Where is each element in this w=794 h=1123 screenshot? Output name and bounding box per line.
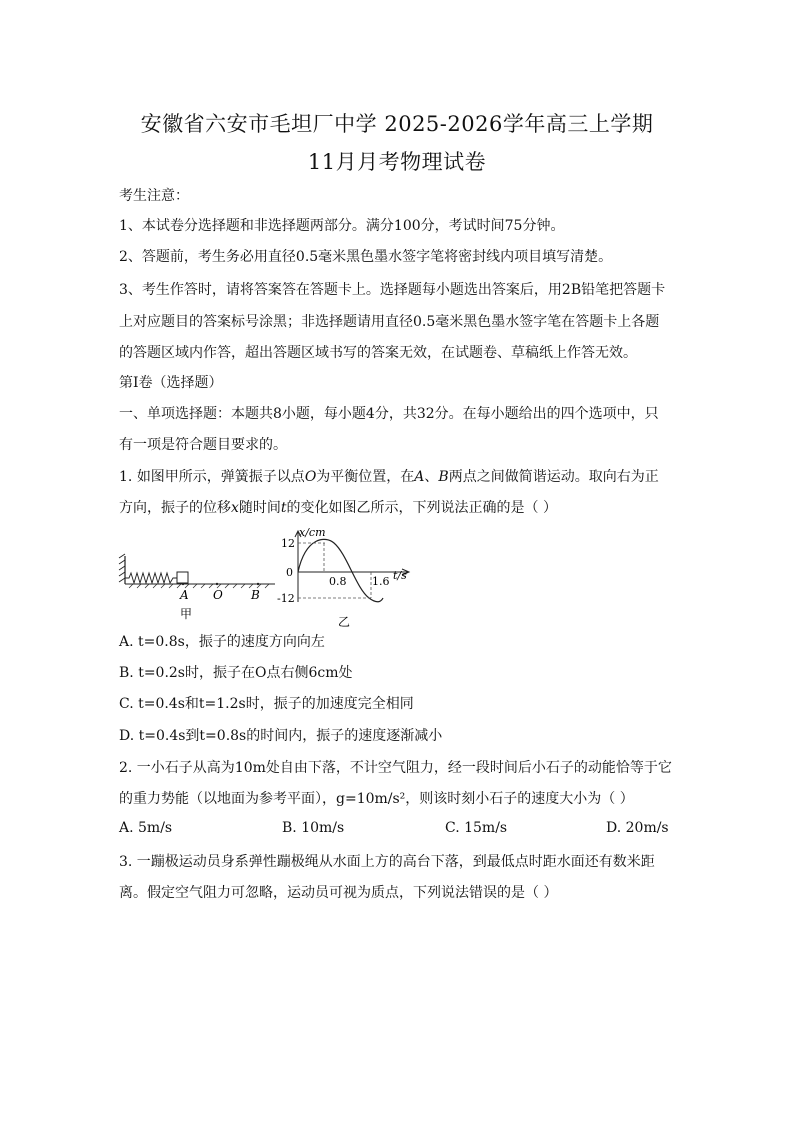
x-axis-label: t/s <box>393 569 407 582</box>
spring <box>125 573 177 583</box>
question-1-stem-line1: 1. 如图甲所示，弹簧振子以点O为平衡位置，在A、B两点之间做简谐运动。取向右为正 <box>119 469 659 485</box>
oscillator-block <box>177 572 188 583</box>
ground-hatching <box>129 584 269 588</box>
question-2-stem-line2: 的重力势能（以地面为参考平面），g=10m/s²，则该时刻小石子的速度大小为（ ） <box>119 791 634 807</box>
question-2-stem-line1: 2. 一小石子从高为10m处自由下落，不计空气阻力，经一段时间后小石子的动能恰等于它 <box>119 760 672 776</box>
displacement-time-graph <box>277 528 409 629</box>
question-1-option-a: A. t=0.8s，振子的速度方向向左 <box>119 634 325 650</box>
question-2-option-c: C. 15m/s <box>445 820 508 836</box>
question-2-option-a: A. 5m/s <box>119 820 173 836</box>
tick-x-0-8: 0.8 <box>329 575 347 588</box>
point-o-mark <box>216 583 218 585</box>
caption-yi: 乙 <box>338 615 351 629</box>
question-number: 1. <box>119 469 133 485</box>
notice-item-3-line3: 的答题区域内作答，超出答题区域书写的答案无效，在试题卷、草稿纸上作答无效。 <box>119 345 637 361</box>
question-3-stem-line1: 3. 一蹦极运动员身系弹性蹦极绳从水面上方的高台下落，到最低点时距水面还有数米距 <box>119 854 655 870</box>
section-part-heading: 第Ⅰ卷（选择题） <box>119 375 223 391</box>
question-1-option-c: C. t=0.4s和t=1.2s时，振子的加速度完全相同 <box>119 696 414 712</box>
notice-item-2: 2、答题前，考生务必用直径0.5毫米黑色墨水签字笔将密封线内项目填写清楚。 <box>119 249 613 265</box>
label-a: A <box>180 588 189 602</box>
question-3-stem-line2: 离。假定空气阻力可忽略，运动员可视为质点，下列说法错误的是（ ） <box>119 885 558 901</box>
label-b: B <box>251 588 260 602</box>
question-1-option-d: D. t=0.4s到t=0.8s的时间内，振子的速度逐渐减小 <box>119 728 443 744</box>
spring-oscillator-diagram <box>119 554 275 621</box>
notice-item-3-line2: 上对应题目的答案标号涂黑；非选择题请用直径0.5毫米黑色墨水签字笔在答题卡上各题 <box>119 314 660 330</box>
point-b-mark <box>257 583 259 585</box>
point-a-mark <box>182 583 184 585</box>
notice-heading: 考生注意： <box>119 188 189 204</box>
question-1-figure <box>115 528 435 633</box>
tick-y-12: 12 <box>281 537 295 550</box>
exam-title-line2: 11月月考物理试卷 <box>307 150 487 174</box>
y-axis-label: x/cm <box>299 528 326 539</box>
tick-y-neg-12: -12 <box>277 592 295 605</box>
exam-title-line1: 安徽省六安市毛坦厂中学 2025-2026学年高三上学期 <box>140 112 654 136</box>
caption-jia: 甲 <box>180 607 193 621</box>
tick-origin: 0 <box>286 566 293 579</box>
notice-item-1: 1、本试卷分选择题和非选择题两部分。满分100分，考试时间75分钟。 <box>119 218 565 234</box>
tick-x-1-6: 1.6 <box>372 575 390 588</box>
section-instructions-line1: 一、单项选择题：本题共8小题，每小题4分，共32分。在每小题给出的四个选项中，只 <box>119 406 659 422</box>
section-instructions-line2: 有一项是符合题目要求的。 <box>119 437 287 453</box>
wall-hatching <box>119 554 125 582</box>
sine-curve <box>298 539 383 601</box>
label-o: O <box>213 588 223 602</box>
question-2-option-d: D. 20m/s <box>606 820 669 836</box>
notice-item-3-line1: 3、考生作答时，请将答案答在答题卡上。选择题每小题选出答案后，用2B铅笔把答题卡 <box>119 282 666 298</box>
question-2-option-b: B. 10m/s <box>282 820 345 836</box>
question-1-option-b: B. t=0.2s时，振子在O点右侧6cm处 <box>119 665 353 681</box>
question-1-stem-line2: 方向，振子的位移x随时间t的变化如图乙所示，下列说法正确的是（ ） <box>119 500 557 516</box>
